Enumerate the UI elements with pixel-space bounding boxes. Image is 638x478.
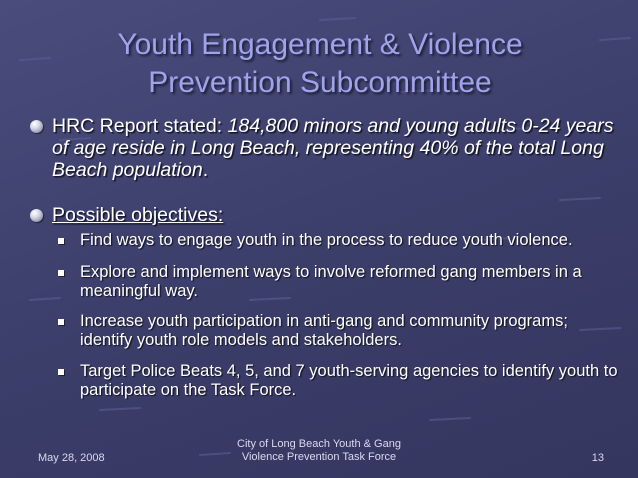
- square-bullet-icon: [58, 369, 64, 375]
- objective-item: [58, 231, 618, 250]
- bullet-objectives: [30, 204, 620, 226]
- objectives-heading: Possible objectives:: [52, 204, 224, 226]
- footer-center-line-1: City of Long Beach Youth & Gang: [237, 438, 401, 450]
- title-line-2: Prevention Subcommittee: [148, 66, 492, 99]
- bullet-lead: HRC Report stated:: [52, 115, 228, 137]
- objective-item: [58, 362, 618, 400]
- footer-center-line-2: Violence Prevention Task Force: [241, 451, 397, 463]
- footer-date: May 28, 2008: [38, 452, 105, 464]
- bullet-end: .: [202, 159, 209, 181]
- objective-item: [58, 263, 618, 301]
- objective-text: Increase youth participation in anti-gang and community programs; identify youth role models and stakeholders.: [80, 312, 568, 349]
- ball-bullet-icon: [30, 120, 43, 133]
- footer-center: [219, 438, 419, 464]
- square-bullet-icon: [58, 270, 64, 276]
- bullet-italic: 184,800 minors and young adults 0-24 years of age reside in Long Beach, representing 40% of the total Long Beach population: [52, 115, 614, 181]
- objective-text: Target Police Beats 4, 5, and 7 youth-serving agencies to identify youth to participate on the Task Force.: [80, 362, 618, 399]
- bullet-hrc-report: [30, 115, 620, 181]
- objective-item: [58, 312, 618, 350]
- title-line-1: Youth Engagement & Violence: [117, 28, 523, 61]
- square-bullet-icon: [58, 319, 64, 325]
- slide-number: 13: [591, 452, 604, 464]
- bullet-text: [52, 115, 620, 181]
- square-bullet-icon: [58, 238, 64, 244]
- slide-title: [40, 26, 600, 102]
- objective-text: Explore and implement ways to involve reformed gang members in a meaningful way.: [80, 263, 582, 300]
- ball-bullet-icon: [30, 209, 43, 222]
- objective-text: Find ways to engage youth in the process to reduce youth violence.: [80, 231, 573, 249]
